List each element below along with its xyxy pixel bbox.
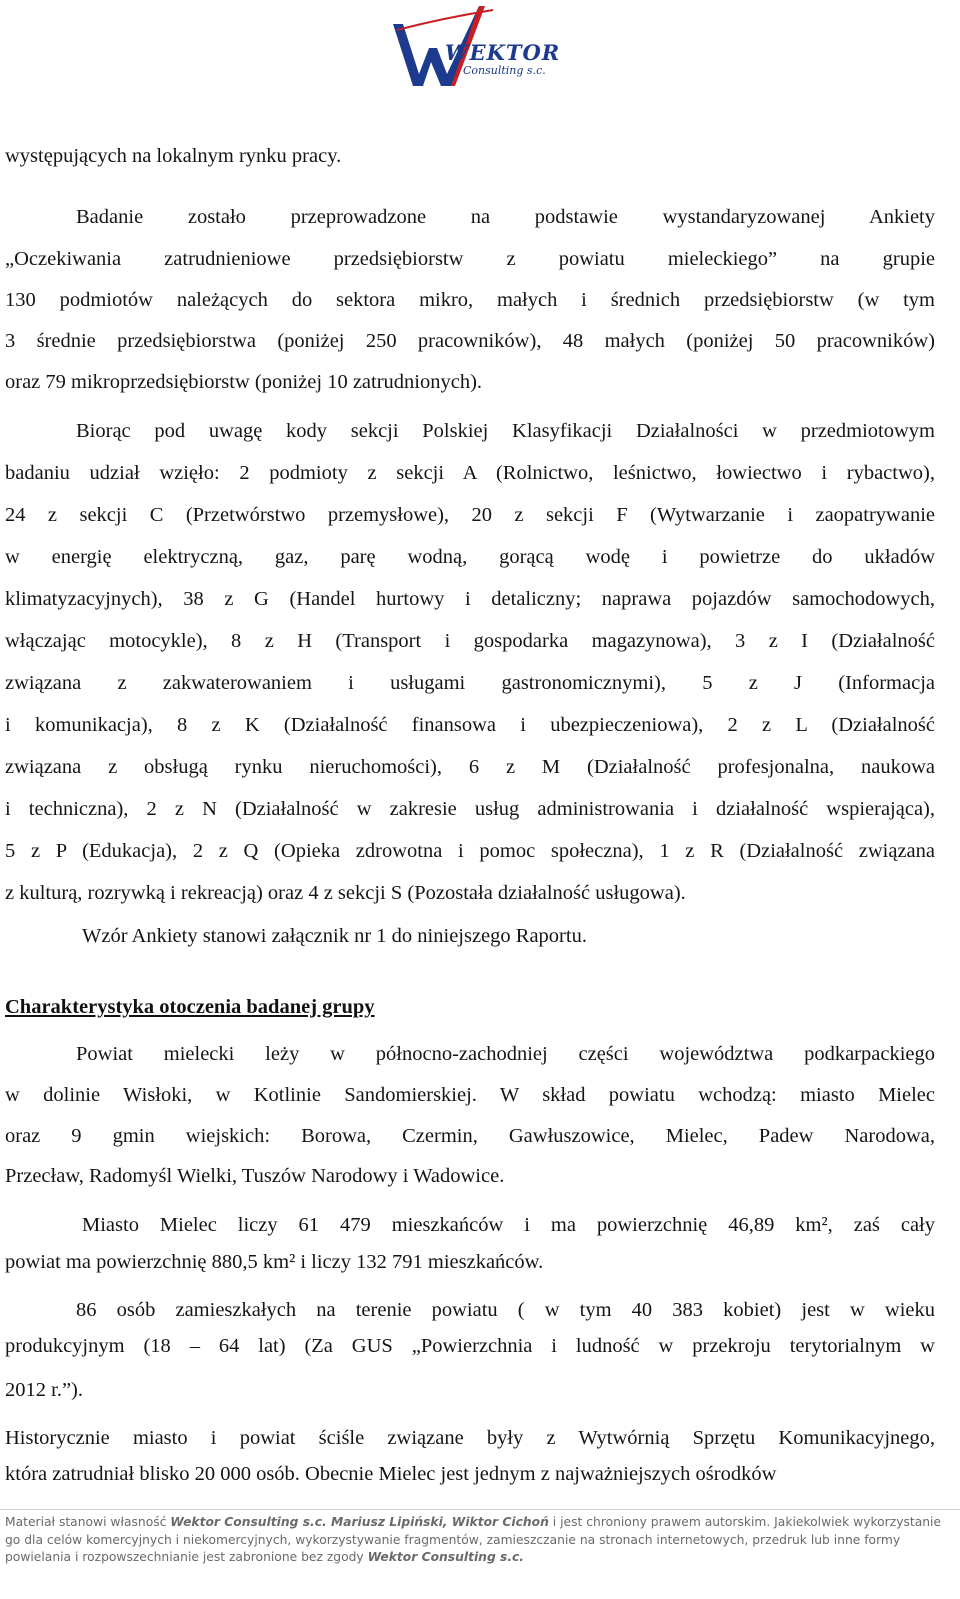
text-line: w energię elektryczną, gaz, parę wodną, gorącą wodę i powietrze do układów — [5, 546, 935, 568]
text-line: włączając motocykle), 8 z H (Transport i gospodarka magazynowa), 3 z I (Działalność — [5, 630, 935, 652]
text-line: związana z obsługą rynku nieruchomości), 6 z M (Działalność profesjonalna, naukowa — [5, 756, 935, 778]
text-line: i techniczna), 2 z N (Działalność w zakresie usług administrowania i działalność wspierająca), — [5, 798, 935, 820]
footer-text: Materiał stanowi własność — [5, 1515, 171, 1529]
text-line: Wzór Ankiety stanowi załącznik nr 1 do niniejszego Raportu. — [82, 925, 587, 947]
footer-owner-name: Wektor Consulting s.c. Mariusz Lipiński, Wiktor Cichoń — [170, 1515, 549, 1529]
text-line: oraz 79 mikroprzedsiębiorstw (poniżej 10 zatrudnionych). — [5, 371, 483, 393]
text-line: 86 osób zamieszkałych na terenie powiatu ( w tym 40 383 kobiet) jest w wieku — [76, 1299, 935, 1321]
section-heading: Charakterystyka otoczenia badanej grupy — [5, 996, 375, 1018]
text-line: Historycznie miasto i powiat ściśle związane były z Wytwórnią Sprzętu Komunikacyjnego, — [5, 1427, 935, 1449]
text-line: i komunikacja), 8 z K (Działalność finansowa i ubezpieczeniowa), 2 z L (Działalność — [5, 714, 935, 736]
footer-text: i jest chroniony prawem autorskim. Jakiekolwiek wykorzystanie go dla celów komercyjnych i niekomercyjnych, wykorzystywanie fragmentów, zamieszczanie na stronach internetowych, przedruk lub inne formy powielania i rozpowszechnianie jest zabronione bez zgody — [5, 1515, 942, 1564]
text-line: „Oczekiwania zatrudnieniowe przedsiębiorstw z powiatu mieleckiego” na grupie — [5, 248, 935, 270]
text-line: Powiat mielecki leży w północno-zachodniej części województwa podkarpackiego — [76, 1043, 935, 1065]
text-line: Badanie zostało przeprowadzone na podstawie wystandaryzowanej Ankiety — [76, 206, 935, 228]
text-line: występujących na lokalnym rynku pracy. — [5, 145, 342, 167]
footer-company-name: Wektor Consulting s.c. — [367, 1550, 524, 1564]
text-line: z kulturą, rozrywką i rekreacją) oraz 4 z sekcji S (Pozostała działalność usługowa). — [5, 882, 686, 904]
text-line: 2012 r.”). — [5, 1379, 83, 1401]
text-line: 24 z sekcji C (Przetwórstwo przemysłowe), 20 z sekcji F (Wytwarzanie i zaopatrywanie — [5, 504, 935, 526]
text-line: powiat ma powierzchnię 880,5 km² i liczy 132 791 mieszkańców. — [5, 1251, 544, 1273]
text-line: klimatyzacyjnych), 38 z G (Handel hurtowy i detaliczny; naprawa pojazdów samochodowych, — [5, 588, 935, 610]
logo-brand-text: WEKTOR — [445, 40, 561, 65]
copyright-footer — [5, 1514, 941, 1567]
text-line: produkcyjnym (18 – 64 lat) (Za GUS „Powierzchnia i ludność w przekroju terytorialnym w — [5, 1335, 935, 1357]
footer-divider — [0, 1509, 960, 1510]
text-line: Biorąc pod uwagę kody sekcji Polskiej Klasyfikacji Działalności w przedmiotowym — [76, 420, 935, 442]
logo-subtitle-text: Consulting s.c. — [463, 64, 546, 77]
text-line: 130 podmiotów należących do sektora mikro, małych i średnich przedsiębiorstw (w tym — [5, 289, 935, 311]
text-line: związana z zakwaterowaniem i usługami gastronomicznymi), 5 z J (Informacja — [5, 672, 935, 694]
text-line: Przecław, Radomyśl Wielki, Tuszów Narodowy i Wadowice. — [5, 1165, 505, 1187]
company-logo — [383, 0, 561, 94]
text-line: 5 z P (Edukacja), 2 z Q (Opieka zdrowotna i pomoc społeczna), 1 z R (Działalność związana — [5, 840, 935, 862]
text-line: w dolinie Wisłoki, w Kotlinie Sandomierskiej. W skład powiatu wchodzą: miasto Mielec — [5, 1084, 935, 1106]
text-line: Miasto Mielec liczy 61 479 mieszkańców i ma powierzchnię 46,89 km², zaś cały — [82, 1214, 935, 1236]
text-line: badaniu udział wzięło: 2 podmioty z sekcji A (Rolnictwo, leśnictwo, łowiectwo i rybactwo), — [5, 462, 935, 484]
text-line: oraz 9 gmin wiejskich: Borowa, Czermin, Gawłuszowice, Mielec, Padew Narodowa, — [5, 1125, 935, 1147]
text-line: która zatrudniał blisko 20 000 osób. Obecnie Mielec jest jednym z najważniejszych ośrodków — [5, 1463, 777, 1485]
text-line: 3 średnie przedsiębiorstwa (poniżej 250 pracowników), 48 małych (poniżej 50 pracowników) — [5, 330, 935, 352]
